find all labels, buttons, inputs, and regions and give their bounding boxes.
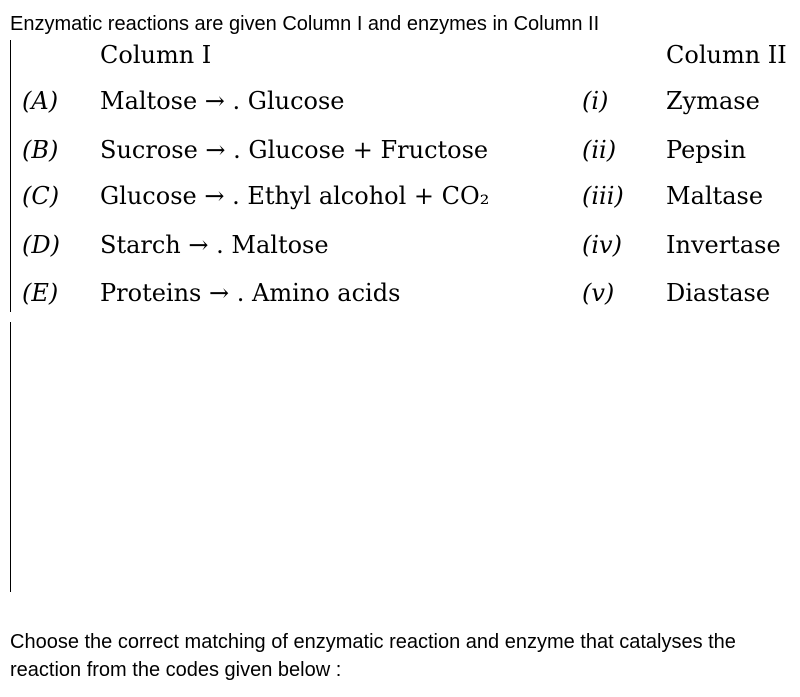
question-text: Choose the correct matching of enzymatic reaction and enzyme that catalyses the reaction from the codes given below :: [10, 631, 736, 681]
table-left-border-bottom: [10, 322, 11, 592]
row-letter: (E): [22, 279, 59, 307]
row-letter: (A): [22, 87, 59, 115]
header-column-1: Column I: [100, 41, 212, 69]
row-enzyme: Invertase: [666, 231, 781, 259]
row-reaction: Glucose → . Ethyl alcohol + CO₂: [100, 182, 490, 210]
header-column-2: Column II: [666, 41, 787, 69]
row-letter: (D): [22, 231, 60, 259]
row-enzyme: Zymase: [666, 87, 760, 115]
row-letter: (C): [22, 182, 60, 210]
row-reaction: Proteins → . Amino acids: [100, 279, 401, 307]
row-roman: (iii): [582, 182, 624, 210]
row-roman: (i): [582, 87, 609, 115]
row-reaction: Maltose → . Glucose: [100, 87, 345, 115]
row-enzyme: Diastase: [666, 279, 771, 307]
row-letter: (B): [22, 136, 59, 164]
table-left-border-top: [10, 40, 11, 312]
row-roman: (iv): [582, 231, 622, 259]
row-enzyme: Maltase: [666, 182, 764, 210]
row-roman: (v): [582, 279, 615, 307]
row-roman: (ii): [582, 136, 617, 164]
row-reaction: Starch → . Maltose: [100, 231, 329, 259]
row-enzyme: Pepsin: [666, 136, 747, 164]
question-intro: Enzymatic reactions are given Column I and enzymes in Column II: [10, 13, 600, 35]
row-reaction: Sucrose → . Glucose + Fructose: [100, 136, 489, 164]
